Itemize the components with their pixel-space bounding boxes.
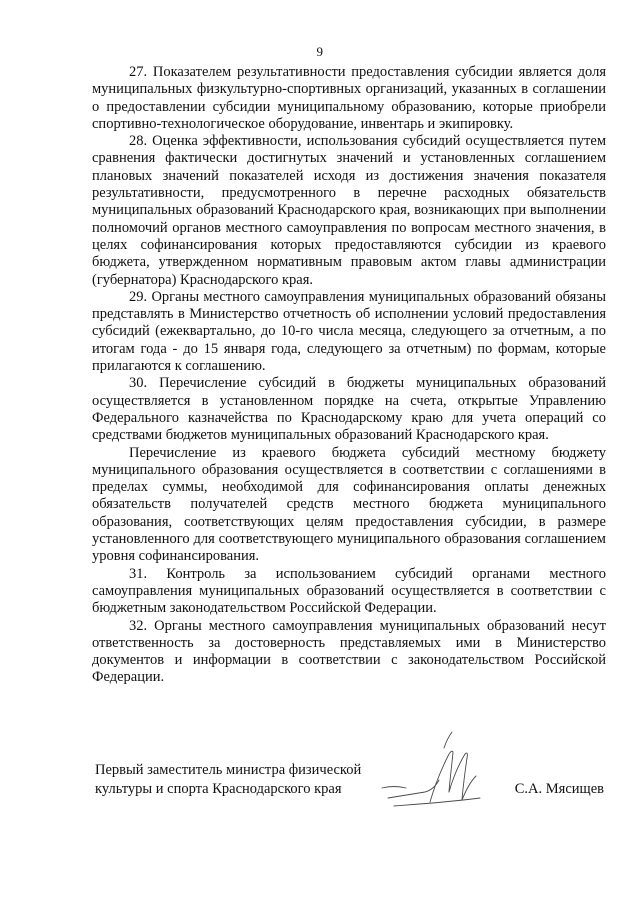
- paragraph-32: 32. Органы местного самоуправления муниципальных образований несут ответственность за достоверность представляемых ими в Министерство документов и информации в соответствии с законодательством Российской Федерации.: [92, 617, 606, 686]
- signatory-position-line-2: культуры и спорта Краснодарского края: [95, 781, 342, 797]
- document-body: [92, 64, 606, 687]
- handwritten-signature: [370, 728, 500, 818]
- page-number: 9: [316, 44, 324, 59]
- signatory-position: [95, 761, 395, 799]
- signatory-position-line-1: Первый заместитель министра физической: [95, 762, 362, 778]
- paragraph-30-continued: Перечисление из краевого бюджета субсидий местному бюджету муниципального образования осуществляется в соответствии с соглашениями в пределах суммы, необходимой для софинансирования оплаты денежных обязательств получателей средств местного бюджета муниципального образования, соответствующих целям предоставления субсидии, в размере установленного для соответствующего муниципального образования соглашением уровня софинансирования.: [92, 444, 606, 565]
- paragraph-29: 29. Органы местного самоуправления муниципальных образований обязаны представлять в Министерство отчетность об исполнении условий предоставления субсидий (ежеквартально, до 10-го числа месяца, следующего за отчетным, а по итогам года - до 15 января года, следующего за отчетным) по формам, которые прилагаются к соглашению.: [92, 288, 606, 375]
- paragraph-31: 31. Контроль за использованием субсидий органами местного самоуправления муниципальных образований осуществляется в соответствии с бюджетным законодательством Российской Федерации.: [92, 565, 606, 617]
- paragraph-28: 28. Оценка эффективности, использования субсидий осуществляется путем сравнения фактически достигнутых значений и установленных соглашением плановых значений показателей исходя из достижения значения показателя результативности, предусмотренного в перечне расходных обязательств муниципальных образований Краснодарского края, возникающих при выполнении полномочий органов местного самоуправления по вопросам местного значения, в целях софинансирования которых предоставляются субсидии из краевого бюджета, утвержденном нормативным правовым актом главы администрации (губернатора) Краснодарского края.: [92, 133, 606, 288]
- paragraph-27: 27. Показателем результативности предоставления субсидии является доля муниципальных физкультурно-спортивных организаций, указанных в соглашении о предоставлении субсидии муниципальному образованию, которые приобрели спортивно-технологическое оборудование, инвентарь и экипировку.: [92, 64, 606, 132]
- signatory-name: С.А. Мясищев: [514, 781, 604, 797]
- paragraph-30: 30. Перечисление субсидий в бюджеты муниципальных образований осуществляется в установленном порядке на счета, открытые Управлению Федерального казначейства по Краснодарскому краю для учета операций со средствами бюджетов муниципальных образований Краснодарского края.: [92, 375, 606, 444]
